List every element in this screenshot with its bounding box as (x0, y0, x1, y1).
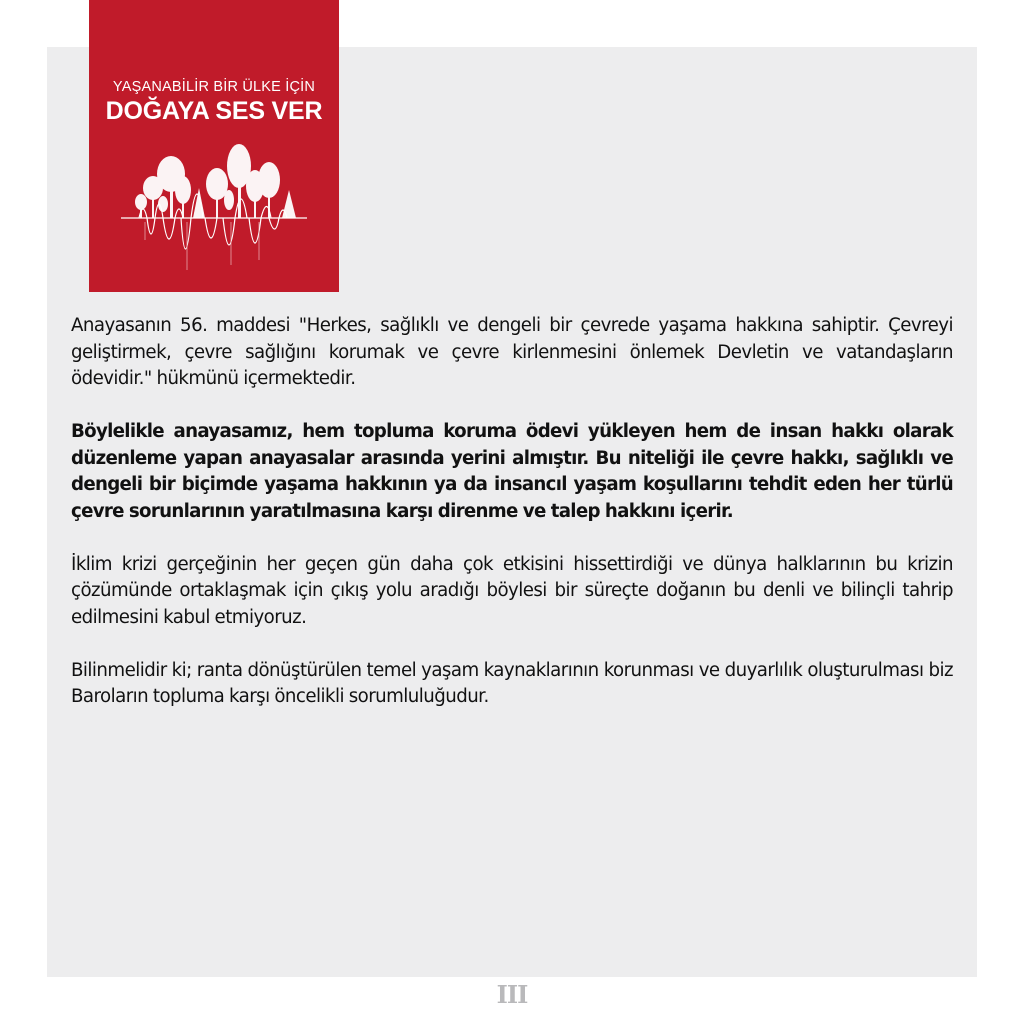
paragraph-2-bold: Böylelikle anayasamız, hem topluma koruma ödevi yükleyen hem de insan hakkı olarak düzenleme yapan anayasalar arasında yerini almıştır. Bu niteliği ile çevre hakkı, sağlıklı ve dengeli bir biçimde yaşama hakkının ya da insancıl yaşam koşullarını tehdit eden her türlü çevre sorunlarının yaratılmasına karşı direnme ve talep hakkını içerir. (71, 421, 953, 522)
page-number: III (496, 980, 528, 1009)
forest-soundwave-icon (119, 140, 309, 280)
badge-title: DOĞAYA SES VER (105, 97, 323, 125)
paragraph-4: Bilinmelidir ki; ranta dönüştürülen temel yaşam kaynaklarının korunması ve duyarlılık oluşturulması biz Baroların topluma karşı öncelikli sorumluluğudur. (71, 659, 953, 707)
paragraph-3: İklim krizi gerçeğinin her geçen gün daha çok etkisini hissettirdiği ve dünya halklarının bu krizin çözümünde ortaklaşmak için çıkış yolu aradığı böylesi bir süreçte doğanın bu denli ve bilinçli tahrip edilmesini kabul etmiyoruz. (71, 553, 953, 628)
paragraph-1: Anayasanın 56. maddesi "Herkes, sağlıklı ve dengeli bir çevrede yaşama hakkına sahiptir. Çevreyi geliştirmek, çevre sağlığını korumak ve çevre kirlenmesini önlemek Devletin ve vatandaşların ödevidir." hükmünü içermektedir. (71, 315, 953, 389)
badge-kicker: YAŞANABİLİR BİR ÜLKE İÇİN (112, 79, 316, 95)
body-text (71, 313, 953, 737)
campaign-badge (89, 0, 339, 292)
